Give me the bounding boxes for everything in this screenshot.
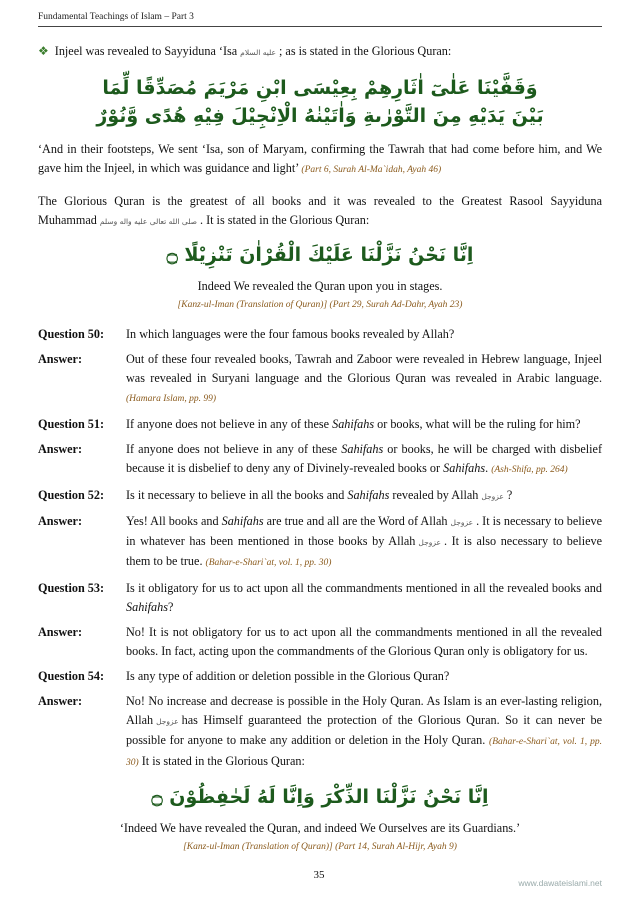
question-52: Question 52: Is it necessary to believe in all the books and Sahifahs revealed by Allah عزوجل ? [38, 486, 602, 506]
answer-54-ref: (Bahar-e-Shari`at, vol. 1, pp. 30) [126, 737, 603, 768]
page-number: 35 [313, 869, 325, 881]
honorific-isa: عليه السلام [240, 48, 276, 57]
answer-52-ref: (Bahar-e-Shari`at, vol. 1, pp. 30) [205, 558, 332, 568]
question-51: Question 51: If anyone does not believe in any of these Sahifahs or books, what will be the ruling for him? [38, 415, 602, 434]
diamond-bullet-icon: ❖ [38, 44, 49, 58]
translation-2-ref: [Kanz-ul-Iman (Translation of Quran)] (Part 29, Surah Ad-Dahr, Ayah 23) [177, 300, 463, 310]
bullet-paragraph-injeel [38, 42, 602, 62]
arabic-verse-3: اِنَّا نَحْنُ نَزَّلْنَا الذِّكْرَ وَاِنَّا لَهُ لَحٰفِظُوْنَ ۝ [151, 786, 489, 808]
answer-50 [38, 350, 602, 409]
page-content [38, 42, 602, 857]
running-header: Fundamental Teachings of Islam – Part 3 [38, 12, 194, 22]
para2-text-after: . It is stated in the Glorious Quran: [199, 213, 370, 227]
bullet-text-after: ; as is stated in the Glorious Quran: [278, 44, 452, 58]
question-54-label: Question 54: [38, 669, 105, 683]
answer-54: Answer: No! No increase and decrease is possible in the Holy Quran. As Islam is an ever-lasting religion, Allah عزوجل has Himself guaranteed the protection of the Glorious Quran. So it can never be possible for anyone to make any addition or deletion in the Holy Quran. (Bahar-e-Shari`at, vol. 1, pp. 30) It is stated in the Glorious Quran: [38, 692, 602, 773]
honorific-allah: عزوجل [481, 492, 504, 501]
arabic-verse-2: اِنَّا نَحْنُ نَزَّلْنَا عَلَيْكَ الْقُرْاٰنَ تَنْزِيْلًا ۝ [166, 244, 474, 266]
answer-52-label: Answer: [38, 514, 83, 528]
header-divider [38, 26, 602, 27]
website-link[interactable]: www.dawateislami.net [518, 878, 602, 888]
bullet-text-before: Injeel was revealed to Sayyiduna ‘Isa [54, 44, 238, 58]
translation-2-text: Indeed We revealed the Quran upon you in stages. [197, 279, 443, 293]
arabic-verse-1-line-2: بَيْنَ يَدَيْهِ مِنَ التَّوْرٰىةِ وَاٰتَيْنٰهُ الْاِنْجِيْلَ فِيْهِ هُدًى وَّنُوْرٌ [96, 105, 544, 127]
question-53-label: Question 53: [38, 581, 105, 595]
answer-53-label: Answer: [38, 625, 83, 639]
translation-1-text: ‘And in their footsteps, We sent ‘Isa, son of Maryam, confirming the Tawrah that had come before him, and We gave him the Injeel, in which was guidance and light’ [38, 142, 602, 175]
translation-3-ref: [Kanz-ul-Iman (Translation of Quran)] (Part 14, Surah Al-Hijr, Ayah 9) [183, 842, 457, 852]
question-50-text: In which languages were the four famous books revealed by Allah? [126, 327, 455, 341]
answer-51-ref: (Ash-Shifa, pp. 264) [491, 465, 568, 475]
answer-50-label: Answer: [38, 352, 83, 366]
arabic-verse-1 [38, 74, 602, 130]
answer-50-text: Out of these four revealed books, Tawrah and Zaboor were revealed in Hebrew language, Injeel was revealed in Suryani language and the Glorious Quran was revealed in Arabic language. [126, 352, 602, 385]
answer-50-ref: (Hamara Islam, pp. 99) [126, 394, 216, 404]
translation-3-text: ‘Indeed We have revealed the Quran, and indeed We Ourselves are its Guardians.’ [119, 821, 521, 835]
arabic-verse-1-line-1: وَقَفَّيْنَا عَلٰىٓ اٰثَارِهِمْ بِعِيْسَى ابْنِ مَرْيَمَ مُصَدِّقًا لِّمَا [102, 77, 538, 99]
answer-54-label: Answer: [38, 694, 83, 708]
honorific-prophet: صلى الله تعالى عليه واله وسلم [99, 217, 197, 226]
paragraph-quran-greatest [38, 192, 602, 231]
translation-1 [38, 140, 602, 180]
question-50 [38, 325, 602, 344]
para2-text-before: The Glorious Quran is the greatest of all books and it was revealed to the Greatest Rasool Sayyiduna Muhammad [38, 194, 602, 227]
question-50-label: Question 50: [38, 327, 105, 341]
answer-53 [38, 623, 602, 661]
answer-51: Answer: If anyone does not believe in any of these Sahifahs or books, he will be charged with disbelief because it is disbelief to deny any of Divinely-revealed books or Sahifahs. (Ash-Shifa, pp. 264) [38, 440, 602, 480]
question-54 [38, 667, 602, 686]
answer-51-label: Answer: [38, 442, 83, 456]
translation-1-ref: (Part 6, Surah Al-Ma`idah, Ayah 46) [301, 165, 442, 175]
honorific-allah: عزوجل [418, 538, 441, 547]
answer-53-text: No! It is not obligatory for us to act upon all the commandments mentioned in all the revealed books. In fact, acting upon the commandments of the Glorious Quran only is obligatory for us. [126, 625, 602, 658]
answer-52: Answer: Yes! All books and Sahifahs are true and all are the Word of Allah عزوجل . It is necessary to believe in whatever has been mentioned in those books by Allah عزوجل . It is also necessary to believe them to be true. (Bahar-e-Shari`at, vol. 1, pp. 30) [38, 512, 602, 573]
honorific-allah: عزوجل [156, 717, 179, 726]
question-53: Question 53: Is it obligatory for us to act upon all the commandments mentioned in all the revealed books and Sahifahs? [38, 579, 602, 617]
honorific-allah: عزوجل [450, 518, 474, 527]
question-51-label: Question 51: [38, 417, 105, 431]
question-52-label: Question 52: [38, 488, 105, 502]
question-54-text: Is any type of addition or deletion possible in the Glorious Quran? [126, 669, 450, 683]
